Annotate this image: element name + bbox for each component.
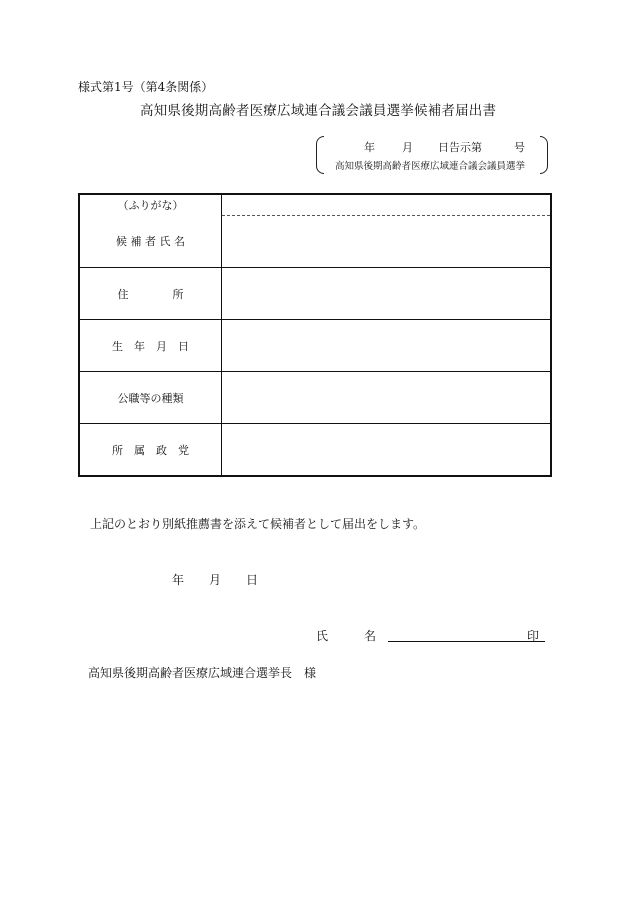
name-row xyxy=(79,216,551,268)
candidate-name-field[interactable] xyxy=(222,216,552,268)
form-number: 様式第1号（第4条関係） xyxy=(78,80,214,94)
address-label: 住 所 xyxy=(79,268,222,320)
party-row xyxy=(79,424,551,477)
candidate-form-table xyxy=(78,193,552,477)
birthdate-field[interactable] xyxy=(222,320,552,372)
right-bracket xyxy=(540,136,548,174)
birthdate-label: 生 年 月 日 xyxy=(79,320,222,372)
declaration-text: 上記のとおり別紙推薦書を添えて候補者として届出をします。 xyxy=(90,517,426,531)
notice-year: 年 xyxy=(364,141,375,154)
public-office-label: 公職等の種類 xyxy=(79,372,222,424)
address-field[interactable] xyxy=(222,268,552,320)
furigana-field[interactable] xyxy=(222,194,552,216)
party-field[interactable] xyxy=(222,424,552,477)
name-label: 氏 名 xyxy=(316,629,377,643)
candidate-name-label: 候 補 者 氏 名 xyxy=(79,216,222,268)
notice-number: 号 xyxy=(514,141,525,154)
notice-date-line xyxy=(364,139,525,155)
notice-month: 月 xyxy=(402,141,413,154)
document-title: 高知県後期高齢者医療広域連合議会議員選挙候補者届出書 xyxy=(140,103,497,119)
notice-election-name: 高知県後期高齢者医療広域連合議会議員選挙 xyxy=(335,161,526,172)
office-row xyxy=(79,372,551,424)
signature-line[interactable] xyxy=(388,625,545,642)
notice-day: 日告示第 xyxy=(438,141,482,154)
address-row xyxy=(79,268,551,320)
public-office-field[interactable] xyxy=(222,372,552,424)
notice-reference-box xyxy=(316,136,548,174)
date-day-label: 日 xyxy=(246,573,259,587)
addressee: 高知県後期高齢者医療広域連合選挙長 様 xyxy=(88,666,317,680)
party-label: 所 属 政 党 xyxy=(79,424,222,477)
furigana-label: （ふりがな） xyxy=(79,194,222,216)
left-bracket xyxy=(316,136,324,174)
submission-date xyxy=(172,571,258,588)
birthdate-row xyxy=(79,320,551,372)
seal-mark: 印 xyxy=(527,629,540,643)
date-year-label: 年 xyxy=(172,573,185,587)
furigana-row xyxy=(79,194,551,216)
date-month-label: 月 xyxy=(209,573,222,587)
signature-name-label xyxy=(316,627,384,644)
